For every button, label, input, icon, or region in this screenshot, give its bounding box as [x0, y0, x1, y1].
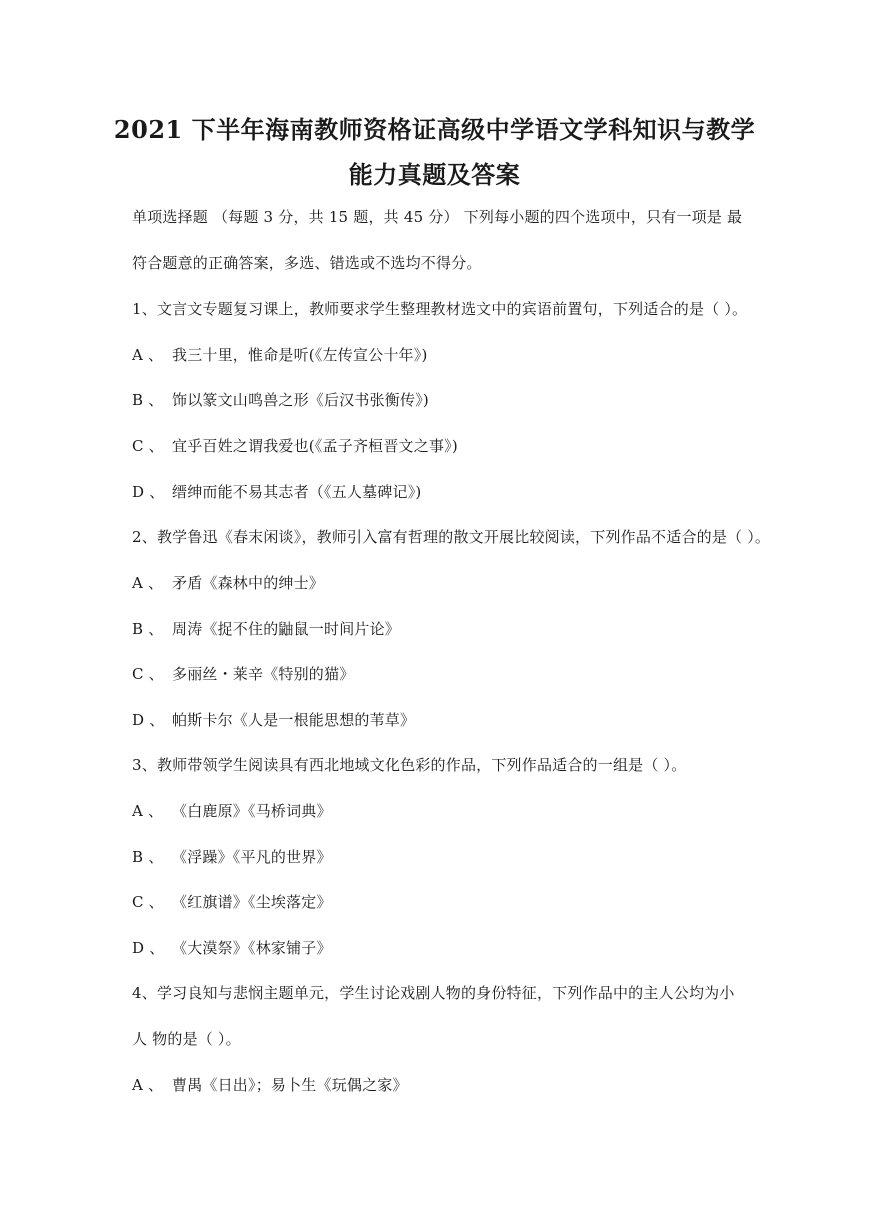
option-letter: A 、 [132, 574, 164, 592]
document-title-line2: 能力真题及答案 [348, 160, 521, 189]
option-letter: D 、 [132, 711, 165, 729]
question-2-stem: 2、教学鲁迅《春末闲谈》，教师引入富有哲理的散文开展比较阅读，下列作品不适合的是（ ）。 [132, 528, 771, 546]
question-2-option-d [132, 713, 415, 728]
option-letter: A 、 [132, 802, 164, 820]
question-4-stem-line2: 人 物的是（ ）。 [132, 1030, 241, 1048]
option-text: 周涛《捉不住的鼬鼠一时间片论》 [172, 620, 401, 638]
question-2-option-a [132, 576, 324, 591]
option-letter: C 、 [132, 437, 164, 455]
option-letter: B 、 [132, 391, 164, 409]
option-text: 帕斯卡尔《人是一根能思想的苇草》 [172, 711, 416, 729]
question-3-option-d [132, 941, 332, 956]
question-4-option-a [132, 1078, 408, 1093]
option-text: 《大漠祭》《林家铺子》 [172, 939, 332, 957]
option-text: 多丽丝・莱辛《特别的猫》 [172, 665, 355, 683]
question-1-option-d [132, 485, 421, 500]
instructions-line1: 单项选择题 （每题 3 分，共 15 题，共 45 分） 下列每小题的四个选项中，只有一项是 最 [132, 208, 743, 226]
question-1-option-a [132, 348, 428, 363]
option-text: 曹禺《日出》；易卜生《玩偶之家》 [172, 1076, 408, 1094]
option-letter: D 、 [132, 939, 165, 957]
question-2-option-b [132, 622, 400, 637]
question-1-option-b [132, 393, 429, 408]
option-letter: C 、 [132, 665, 164, 683]
option-letter: A 、 [132, 346, 164, 364]
question-2-option-c [132, 667, 354, 682]
question-3-option-c [132, 895, 332, 910]
option-text: 缙绅而能不易其志者（《五人墓碑记》) [172, 483, 422, 501]
document-title-line1: 2021 下半年海南教师资格证高级中学语文学科知识与教学 [113, 115, 756, 144]
option-letter: B 、 [132, 848, 164, 866]
option-text: 矛盾《森林中的绅士》 [172, 574, 325, 592]
option-letter: B 、 [132, 620, 164, 638]
option-text: 宜乎百姓之谓我爱也(《孟子齐桓晋文之事》) [172, 437, 458, 455]
option-letter: A 、 [132, 1076, 164, 1094]
option-letter: D 、 [132, 483, 165, 501]
question-3-option-a [132, 804, 332, 819]
option-letter: C 、 [132, 893, 164, 911]
question-3-stem: 3、教师带领学生阅读具有西北地域文化色彩的作品，下列作品适合的一组是（ ）。 [132, 756, 687, 774]
option-text: 饰以篆文山鸣兽之形《后汉书张衡传》) [172, 391, 429, 409]
question-4-stem-line1: 4、学习良知与悲悯主题单元，学生讨论戏剧人物的身份特征，下列作品中的主人公均为小 [132, 984, 735, 1002]
option-text: 我三十里，惟命是听(《左传宣公十年》) [172, 346, 428, 364]
question-1-stem: 1、文言文专题复习课上，教师要求学生整理教材选文中的宾语前置句，下列适合的是（ ）。 [132, 300, 748, 318]
question-1-option-c [132, 439, 458, 454]
instructions-line2: 符合题意的正确答案，多选、错选或不选均不得分。 [132, 254, 482, 272]
question-3-option-b [132, 850, 332, 865]
option-text: 《白鹿原》《马桥词典》 [172, 802, 332, 820]
option-text: 《红旗谱》《尘埃落定》 [172, 893, 332, 911]
option-text: 《浮躁》《平凡的世界》 [172, 848, 332, 866]
